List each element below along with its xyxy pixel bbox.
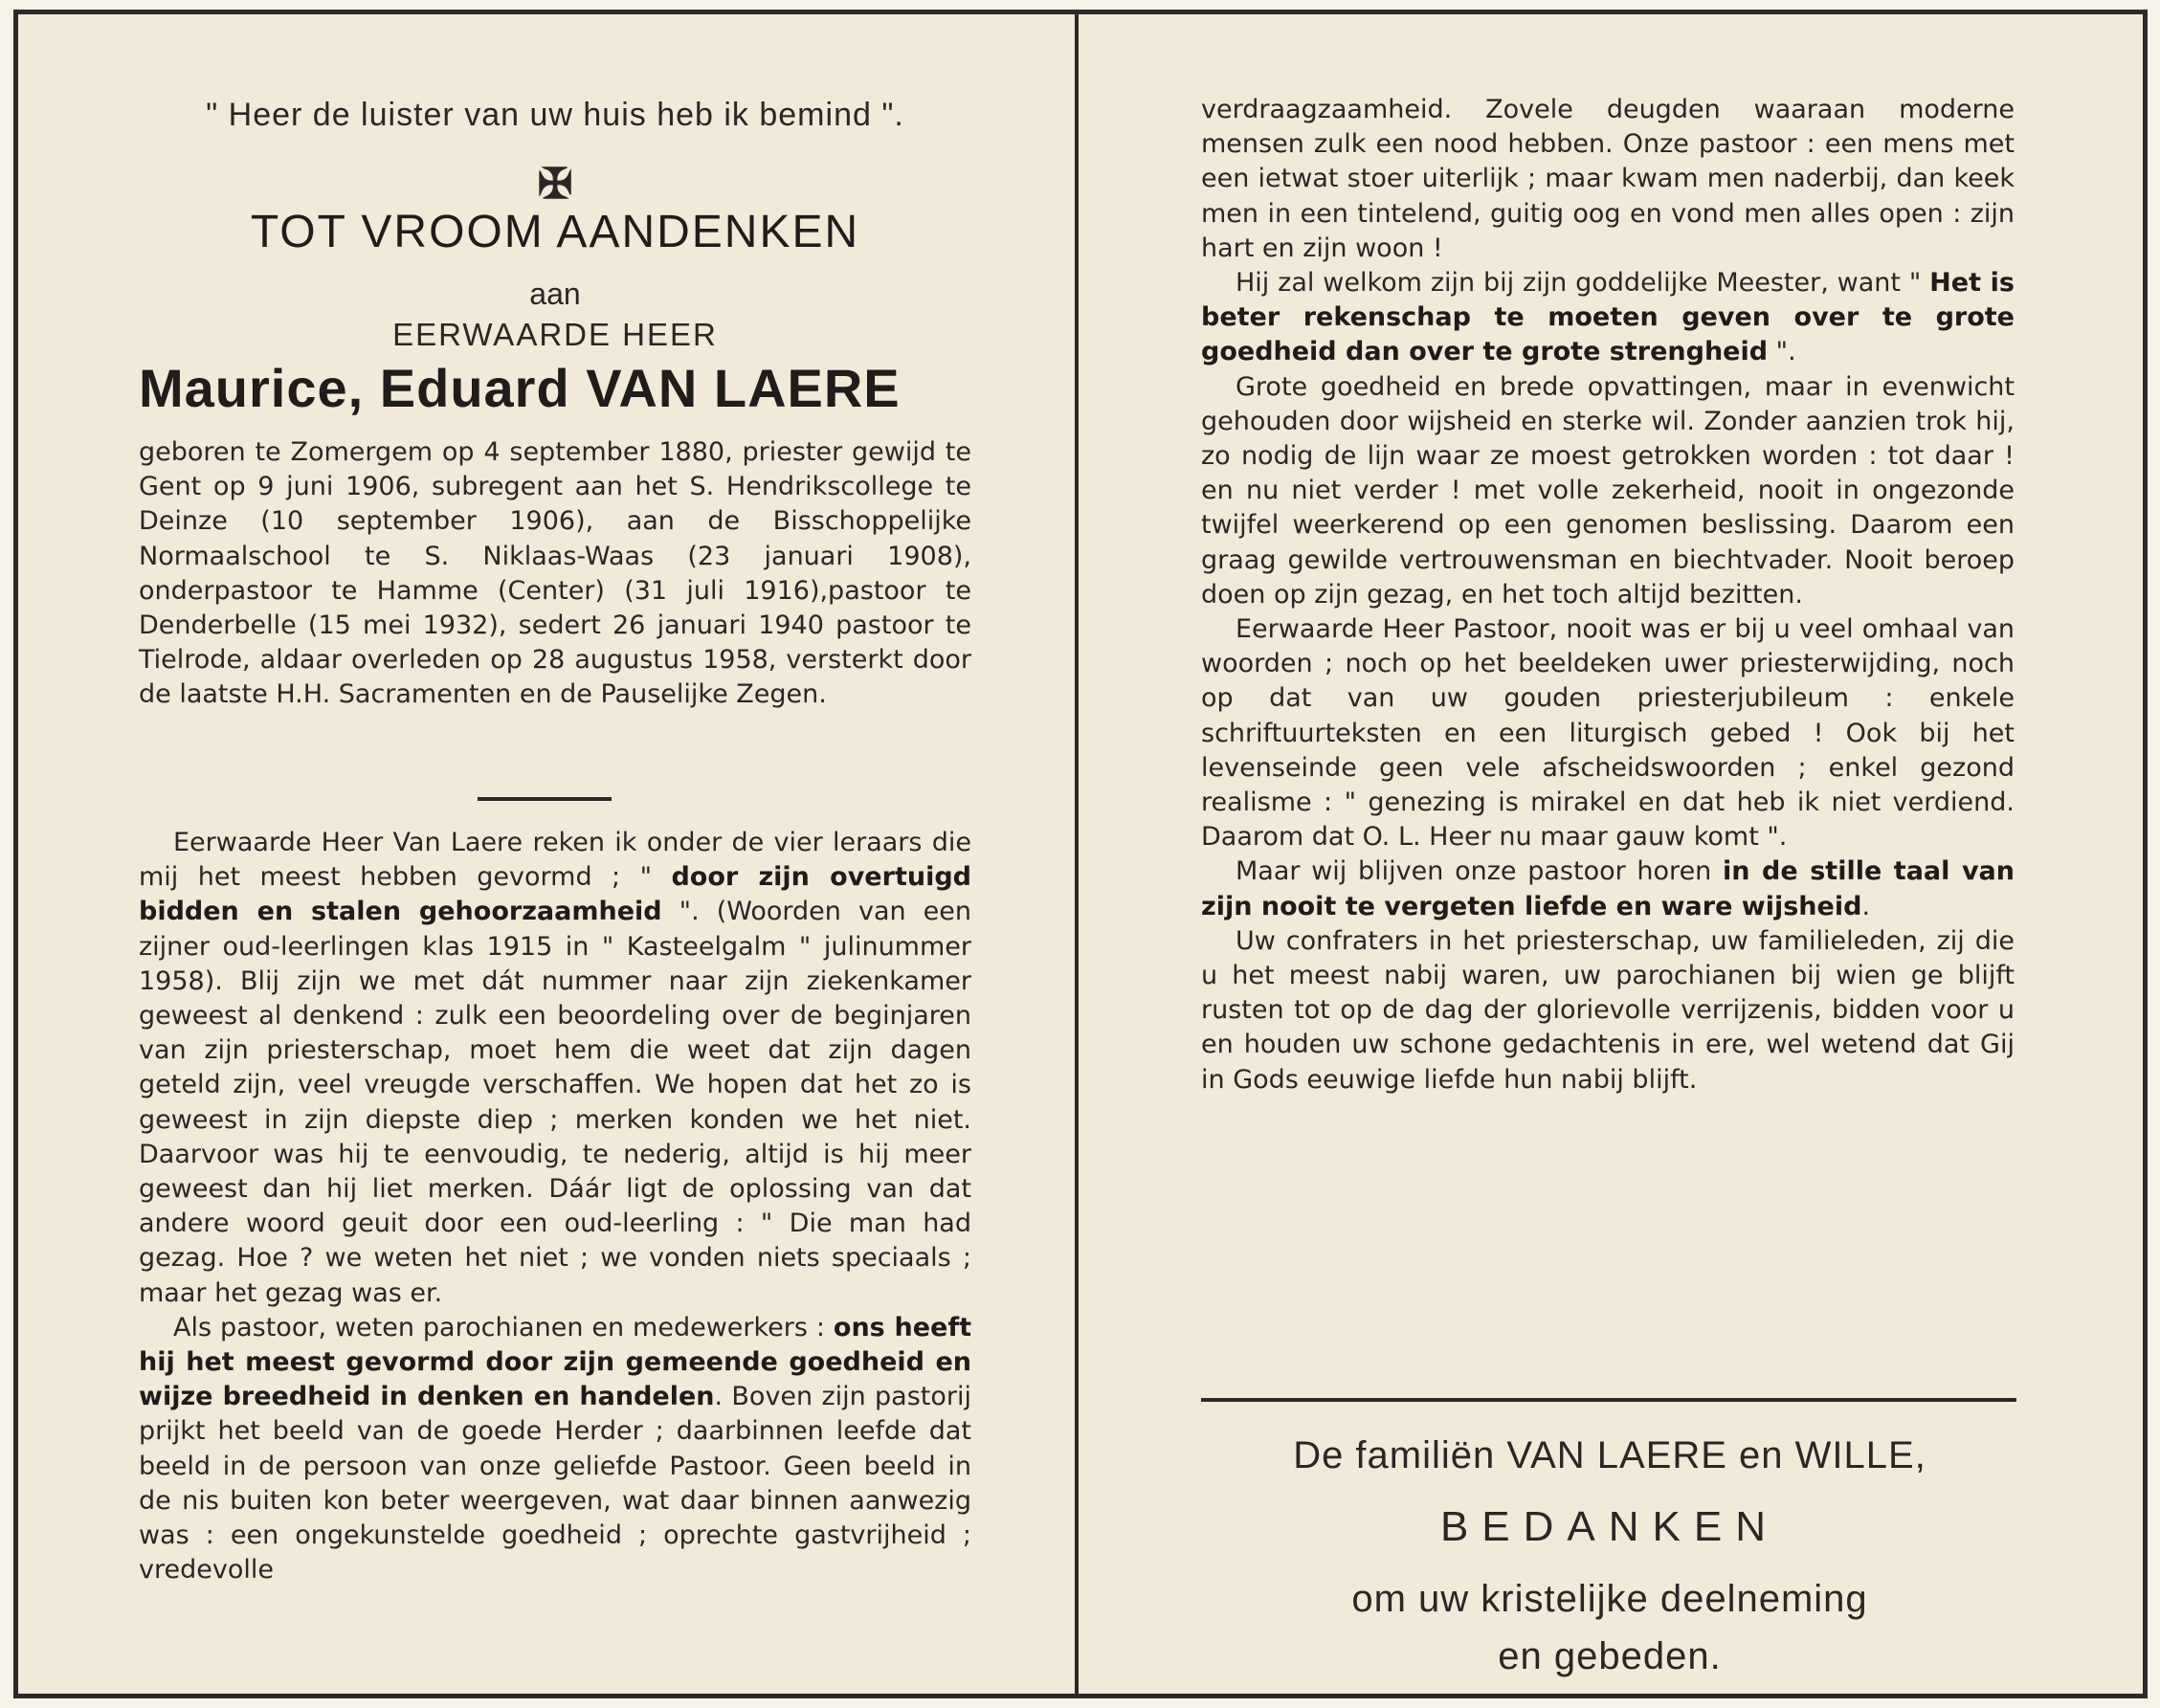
motto-quote: " Heer de luister van uw huis heb ik bemind ". [206, 97, 904, 133]
right-panel [1076, 10, 2148, 1698]
dedication-aan: aan [529, 277, 581, 311]
memorial-title: TOT VROOM AANDENKEN [250, 207, 860, 257]
text-span: ". [1768, 337, 1796, 367]
tribute-paragraph-2 [139, 1311, 971, 1588]
tribute-paragraph-8: Uw confraters in het priesterschap, uw familieleden, zij die u het meest nabij waren, uw parochianen bij wien ge blijft rusten tot op de dag der glorievolle verrijzenis, bidden voor u en houden uw schone gedachtenis in ere, wel wetend dat Gij in Gods eeuwige liefde hun nabij blijft. [1201, 925, 2015, 1095]
tribute-paragraph-5: Grote goedheid en brede opvattingen, maar in evenwicht gehouden door wijsheid en sterke wil. Zonder aanzien trok hij, zo nodig de lijn waar ze moest getrokken worden : tot daar ! en nu niet verder ! met volle zekerheid, nooit in ongezonde twijfel weerkerend op een genomen beslissing. Daarom een graag gewilde vertrouwensman en biechtvader. Nooit beroep doen op zijn gezag, en het toch altijd bezitten. [1201, 371, 2015, 610]
left-panel [13, 10, 1078, 1698]
thanks-heading: BEDANKEN [1439, 1503, 1780, 1550]
text-span: ". (Woorden van een zijner oud-leerlingen klas 1915 in " Kasteelgalm " julinummer 1958). Blij zijn we met dát nummer naar zijn ziekenkamer geweest al denkend : zulk een beoordeling over de beginjaren van zijn priesterschap, moet hem die weet dat zijn dagen geteld zijn, veel vreugde verschaffen. We hopen dat het zo is geweest in zijn diepste diep ; merken konden we het niet. Daarvoor was hij te eenvoudig, te nederig, altijd is hij meer geweest dan hij liet merken. Dáár ligt de oplossing van dat andere woord geuit door een oud-leerling : " Die man had gezag. Hoe ? we weten het niet ; we vonden niets speciaals ; maar het gezag was er. [139, 897, 971, 1308]
separator-short [478, 797, 612, 801]
cross-icon: ✠ [537, 161, 573, 208]
text-span: Hij zal welkom zijn bij zijn goddelijke Meester, want " [1236, 268, 1930, 299]
tribute-left-block [139, 826, 971, 1587]
honorific: EERWAARDE HEER [392, 317, 718, 352]
thanks-line: om uw kristelijke deelneming [1351, 1578, 1868, 1620]
thanks-line-end: en gebeden. [1498, 1635, 1722, 1677]
emphasis-quote: in de stille taal van zijn nooit te vergeten liefde en ware wijsheid [1201, 856, 2015, 921]
biography-block [139, 435, 971, 713]
tribute-paragraph-7 [1201, 854, 2015, 923]
text-span: Als pastoor, weten parochianen en medewerkers : [173, 1312, 834, 1342]
family-line: De familiën VAN LAERE en WILLE, [1293, 1434, 1926, 1476]
emphasis-quote: door zijn overtuigd bidden en stalen gehoorzaamheid [139, 862, 971, 927]
biography-text: geboren te Zomergem op 4 september 1880, priester gewijd te Gent op 9 juni 1906, subregent aan het S. Hendrikscollege te Deinze (10 september 1906), aan de Bisschoppelijke Normaalschool te S. Niklaas-Waas (23 januari 1908), onderpastoor te Hamme (Center) (31 juli 1916),pastoor te Denderbelle (15 mei 1932), sedert 26 januari 1940 pastoor te Tielrode, aldaar overleden op 28 augustus 1958, versterkt door de laatste H.H. Sacramenten en de Pauselijke Zegen. [139, 437, 971, 710]
text-span: Maar wij blijven onze pastoor horen [1236, 856, 1724, 887]
separator-long [1201, 1398, 2016, 1402]
text-span: . [1861, 891, 1871, 921]
text-span: . Boven zijn pastorij prijkt het beeld van de goede Herder ; daarbinnen leefde dat beeld in de persoon van onze geliefde Pastoor. Geen beeld in de nis buiten kon beter weergeven, wat daar binnen aanwezig was : een ongekunstelde goedheid ; oprechte gastvrijheid ; vredevolle [139, 1382, 971, 1586]
tribute-right-block [1201, 93, 2015, 1098]
tribute-paragraph-4 [1201, 266, 2015, 370]
tribute-paragraph-6: Eerwaarde Heer Pastoor, nooit was er bij u veel omhaal van woorden ; noch op het beeldeken uwer priesterwijding, noch op dat van uw gouden priesterjubileum : enkele schriftuurteksten en een liturgisch gebed ! Ook bij het levenseinde geen vele afscheidswoorden ; enkel gezond realisme : " genezing is mirakel en dat heb ik niet verdiend. Daarom dat O. L. Heer nu maar gauw komt ". [1201, 614, 2015, 853]
deceased-name: Maurice, Eduard VAN LAERE [139, 358, 901, 418]
tribute-paragraph-3: verdraagzaamheid. Zovele deugden waaraan moderne mensen zulk een nood hebben. Onze pastoor : een mens met een ietwat stoer uiterlijk ; maar kwam men naderbij, dan keek men in een tintelend, guitig oog en vond men alles open : zijn hart en zijn woon ! [1201, 95, 2015, 263]
tribute-paragraph-1 [139, 826, 971, 1311]
emphasis-quote: ons heeft hij het meest gevormd door zijn gemeende goedheid en wijze breedheid in denken en handelen [139, 1312, 971, 1412]
text-span: Eerwaarde Heer Van Laere reken ik onder de vier leraars die mij het meest hebben gevormd ; " [139, 828, 971, 893]
emphasis-quote: Het is beter rekenschap te moeten geven over te grote goedheid dan over te grote strengheid [1201, 268, 2015, 367]
